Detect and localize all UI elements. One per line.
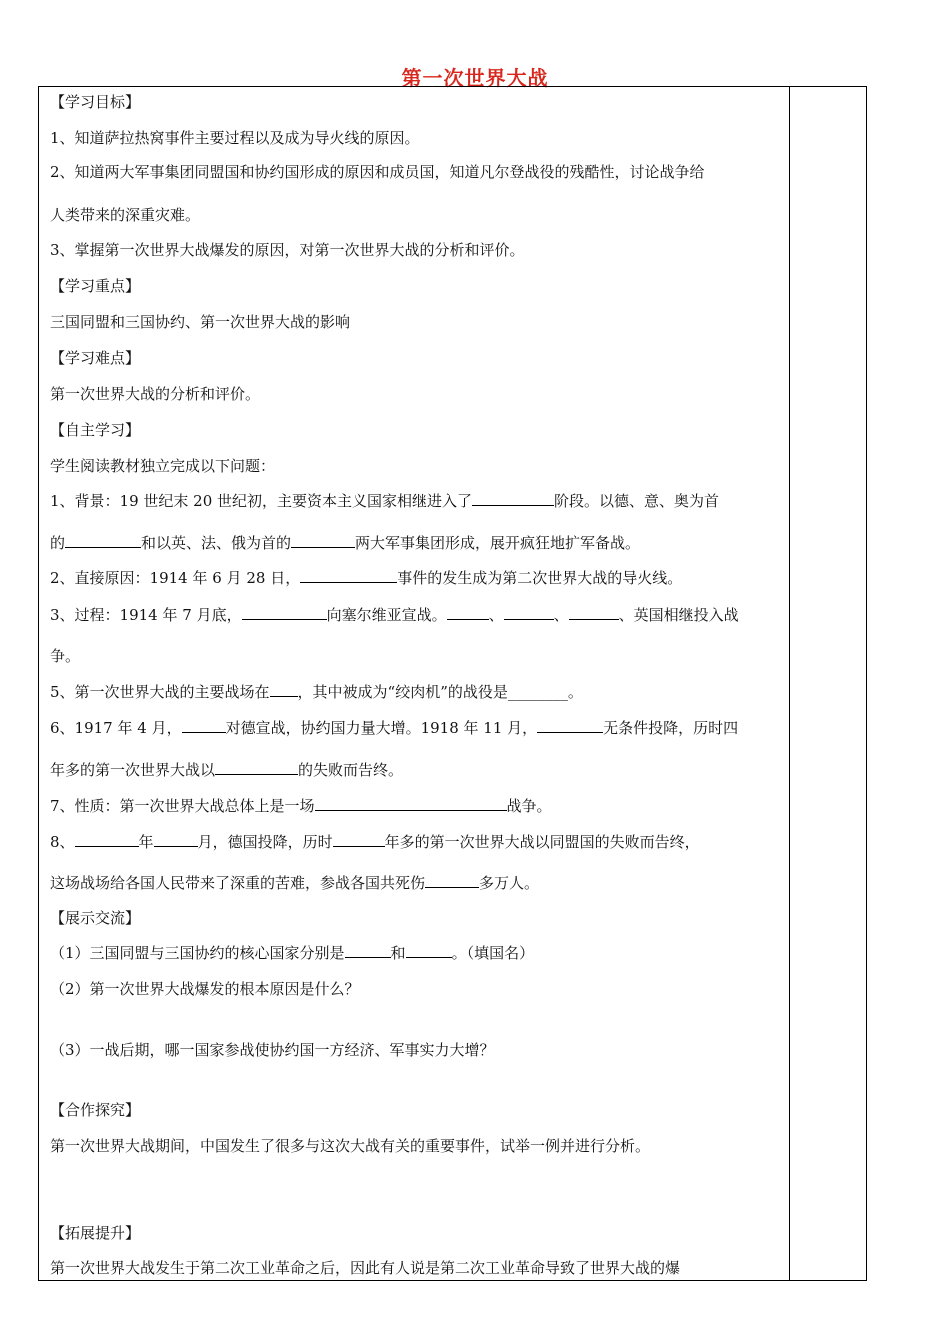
answer-blank[interactable] (569, 605, 619, 620)
question-1-text-c: 的 (50, 534, 66, 552)
question-1-text-a: 1、背景：19 世纪末 20 世纪初，主要资本主义国家相继进入了 (50, 492, 473, 510)
answer-blank[interactable] (242, 605, 327, 620)
answer-blank[interactable] (333, 832, 385, 847)
question-3-text-c: 、英国相继投入战 (618, 606, 739, 624)
exchange-q1-text-c: 。（填国名） (451, 944, 535, 962)
exchange-q1-text-a: （1）三国同盟与三国协约的核心国家分别是 (50, 944, 345, 962)
answer-blank[interactable] (406, 943, 452, 958)
keypoints-heading: 【学习重点】 (50, 277, 141, 295)
keypoints-text: 三国同盟和三国协约、第一次世界大战的影响 (50, 313, 351, 331)
question-8-text-e: 这场战场给各国人民带来了深重的苦难，参战各国共死伤 (50, 874, 426, 892)
question-1-line-b (50, 533, 640, 553)
objective-2a: 2、知道两大军事集团同盟国和协约国形成的原因和成员国，知道凡尔登战役的残酷性，讨论战争给 (50, 163, 705, 181)
question-6-text-d: 年多的第一次世界大战以 (50, 761, 216, 779)
question-1-text-d: 和以英、法、俄为首的 (141, 534, 292, 552)
page-title: 第一次世界大战 (401, 66, 549, 90)
question-6-text-a: 6、1917 年 4 月， (50, 719, 182, 737)
exchange-q2: （2）第一次世界大战爆发的根本原因是什么？ (50, 980, 360, 998)
question-1-line-a (50, 491, 719, 511)
question-3-text-b: 向塞尔维亚宣战。 (326, 606, 447, 624)
question-8-text-b: 年 (138, 833, 154, 851)
answer-blank[interactable] (504, 605, 554, 620)
question-7-text-b: 战争。 (506, 797, 552, 815)
question-5-text-a: 5、第一次世界大战的主要战场在 (50, 683, 270, 701)
difficulties-heading: 【学习难点】 (50, 349, 141, 367)
question-2-text-b: 事件的发生成为第二次世界大战的导火线。 (397, 569, 683, 587)
question-6-text-b: 对德宣战，协约国力量大增。1918 年 11 月， (225, 719, 538, 737)
question-1-text-b: 阶段。以德、意、奥为首 (554, 492, 720, 510)
answer-blank[interactable] (315, 796, 507, 811)
cooperation-heading: 【合作探究】 (50, 1101, 141, 1119)
notes-column-divider (789, 86, 790, 1281)
question-3-sep-2: 、 (553, 606, 569, 624)
exchange-q3: （3）一战后期，哪一国家参战使协约国一方经济、军事实力大增？ (50, 1041, 495, 1059)
objective-2b: 人类带来的深重灾难。 (50, 206, 201, 224)
extension-text: 第一次世界大战发生于第二次工业革命之后，因此有人说是第二次工业革命导致了世界大战的爆 (50, 1259, 681, 1277)
question-5-line (50, 682, 583, 702)
question-1-text-e: 两大军事集团形成，展开疯狂地扩军备战。 (355, 534, 641, 552)
answer-blank[interactable] (537, 718, 603, 733)
question-2-text-a: 2、直接原因：1914 年 6 月 28 日， (50, 569, 301, 587)
question-5-text-b: ，其中被成为“绞肉机”的战役是________。 (297, 683, 583, 701)
question-8-line-b (50, 873, 539, 893)
question-3-sep-1: 、 (488, 606, 504, 624)
question-2-line (50, 568, 682, 588)
objectives-heading: 【学习目标】 (50, 93, 141, 111)
answer-blank[interactable] (345, 943, 391, 958)
answer-blank[interactable] (182, 718, 226, 733)
question-8-text-c: 月，德国投降，历时 (197, 833, 333, 851)
question-8-text-d: 年多的第一次世界大战以同盟国的失败而告终， (384, 833, 700, 851)
extension-heading: 【拓展提升】 (50, 1224, 141, 1242)
question-7-line (50, 796, 552, 816)
answer-blank[interactable] (215, 760, 298, 775)
question-8-text-f: 多万人。 (479, 874, 540, 892)
selfstudy-heading: 【自主学习】 (50, 421, 141, 439)
answer-blank[interactable] (65, 533, 141, 548)
question-3-line-b: 争。 (50, 647, 81, 665)
objective-3: 3、掌握第一次世界大战爆发的原因，对第一次世界大战的分析和评价。 (50, 241, 525, 259)
question-3-text-a: 3、过程：1914 年 7 月底， (50, 606, 242, 624)
answer-blank[interactable] (154, 832, 198, 847)
question-6-text-c: 无条件投降，历时四 (603, 719, 739, 737)
answer-blank[interactable] (270, 682, 298, 697)
question-8-line-a (50, 832, 700, 852)
answer-blank[interactable] (291, 533, 355, 548)
question-7-text-a: 7、性质：第一次世界大战总体上是一场 (50, 797, 315, 815)
answer-blank[interactable] (300, 568, 397, 583)
objective-1: 1、知道萨拉热窝事件主要过程以及成为导火线的原因。 (50, 129, 420, 147)
answer-blank[interactable] (75, 832, 139, 847)
difficulties-text: 第一次世界大战的分析和评价。 (50, 385, 261, 403)
question-6-line-b (50, 760, 403, 780)
question-6-line-a (50, 718, 738, 738)
question-3-line-a (50, 605, 739, 625)
exchange-q1 (50, 943, 534, 963)
answer-blank[interactable] (425, 873, 479, 888)
exchange-heading: 【展示交流】 (50, 909, 141, 927)
exchange-q1-text-b: 和 (390, 944, 406, 962)
cooperation-text: 第一次世界大战期间，中国发生了很多与这次大战有关的重要事件，试举一例并进行分析。 (50, 1137, 651, 1155)
question-8-text-a: 8、 (50, 833, 75, 851)
selfstudy-intro: 学生阅读教材独立完成以下问题： (50, 457, 276, 475)
answer-blank[interactable] (447, 605, 489, 620)
answer-blank[interactable] (472, 491, 554, 506)
question-6-text-e: 的失败而告终。 (298, 761, 404, 779)
